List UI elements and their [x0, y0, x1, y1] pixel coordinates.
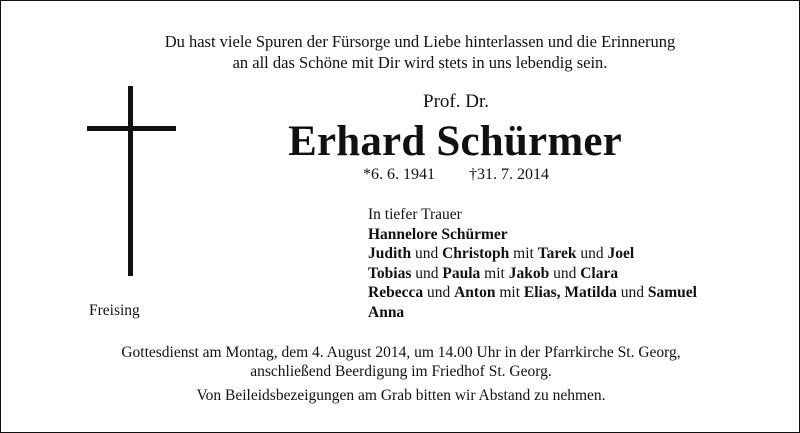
- memorial-quote: [1, 31, 800, 73]
- mourner-name: Judith: [368, 245, 412, 262]
- mourner-connector: mit: [495, 284, 524, 301]
- mourner-connector: und: [411, 264, 443, 282]
- service-line: Gottesdienst am Montag, dem 4. August 2014, um 14.00 Uhr in der Pfarrkirche St. Georg,: [121, 344, 681, 361]
- mourner-line: [368, 283, 788, 303]
- mourner-name: Tarek: [537, 245, 577, 262]
- death-date: †31. 7. 2014: [469, 166, 549, 183]
- deceased-name: Erhard Schürmer: [288, 118, 622, 165]
- quote-line: an all das Schöne mit Dir wird stets in uns lebendig sein.: [232, 53, 608, 72]
- mourner-name: Elias, Matilda: [523, 284, 617, 301]
- service-line: anschließend Beerdigung im Friedhof St. Georg.: [250, 363, 552, 380]
- mourner-line: [368, 264, 788, 284]
- mourner-name: Hannelore Schürmer: [368, 225, 508, 243]
- mourner-connector: und: [549, 264, 581, 282]
- mourner-connector: und: [423, 284, 455, 301]
- mourner-line: [368, 244, 788, 264]
- mourner-name: Anton: [454, 284, 496, 301]
- mourner-name: Christoph: [442, 245, 510, 262]
- mourner-name: Anna: [368, 303, 405, 321]
- mourner-connector: mit: [509, 245, 538, 262]
- birth-date: *6. 6. 1941: [363, 166, 435, 183]
- academic-title: Prof. Dr.: [423, 91, 489, 112]
- mourner-lines: [368, 225, 788, 323]
- life-dates: [1, 165, 800, 185]
- mourner-name: Tobias: [368, 264, 412, 282]
- mourner-connector: und: [576, 245, 608, 262]
- mourner-name: Jakob: [508, 264, 550, 282]
- mourner-line: [368, 303, 788, 323]
- place-name: Freising: [89, 302, 140, 319]
- mourner-name: Rebecca: [368, 284, 424, 301]
- quote-line: Du hast viele Spuren der Fürsorge und Liebe hinterlassen und die Erinnerung: [164, 32, 676, 51]
- mourner-name: Clara: [580, 264, 619, 282]
- cross-vertical-bar: [128, 86, 133, 276]
- mourner-name: Paula: [442, 264, 481, 282]
- mourners-intro: In tiefer Trauer: [368, 206, 462, 223]
- mourner-line: [368, 225, 788, 245]
- closing-note: Von Beileidsbezeigungen am Grab bitten wir Abstand zu nehmen.: [196, 387, 606, 404]
- cross-horizontal-bar: [87, 126, 176, 131]
- mourner-name: Joel: [607, 245, 635, 262]
- mourner-name: Samuel: [647, 284, 697, 301]
- mourner-connector: und: [411, 245, 443, 262]
- mourner-connector: und: [616, 284, 648, 301]
- mourner-connector: mit: [480, 264, 509, 282]
- service-info: [1, 343, 800, 381]
- mourners-list: [368, 205, 788, 322]
